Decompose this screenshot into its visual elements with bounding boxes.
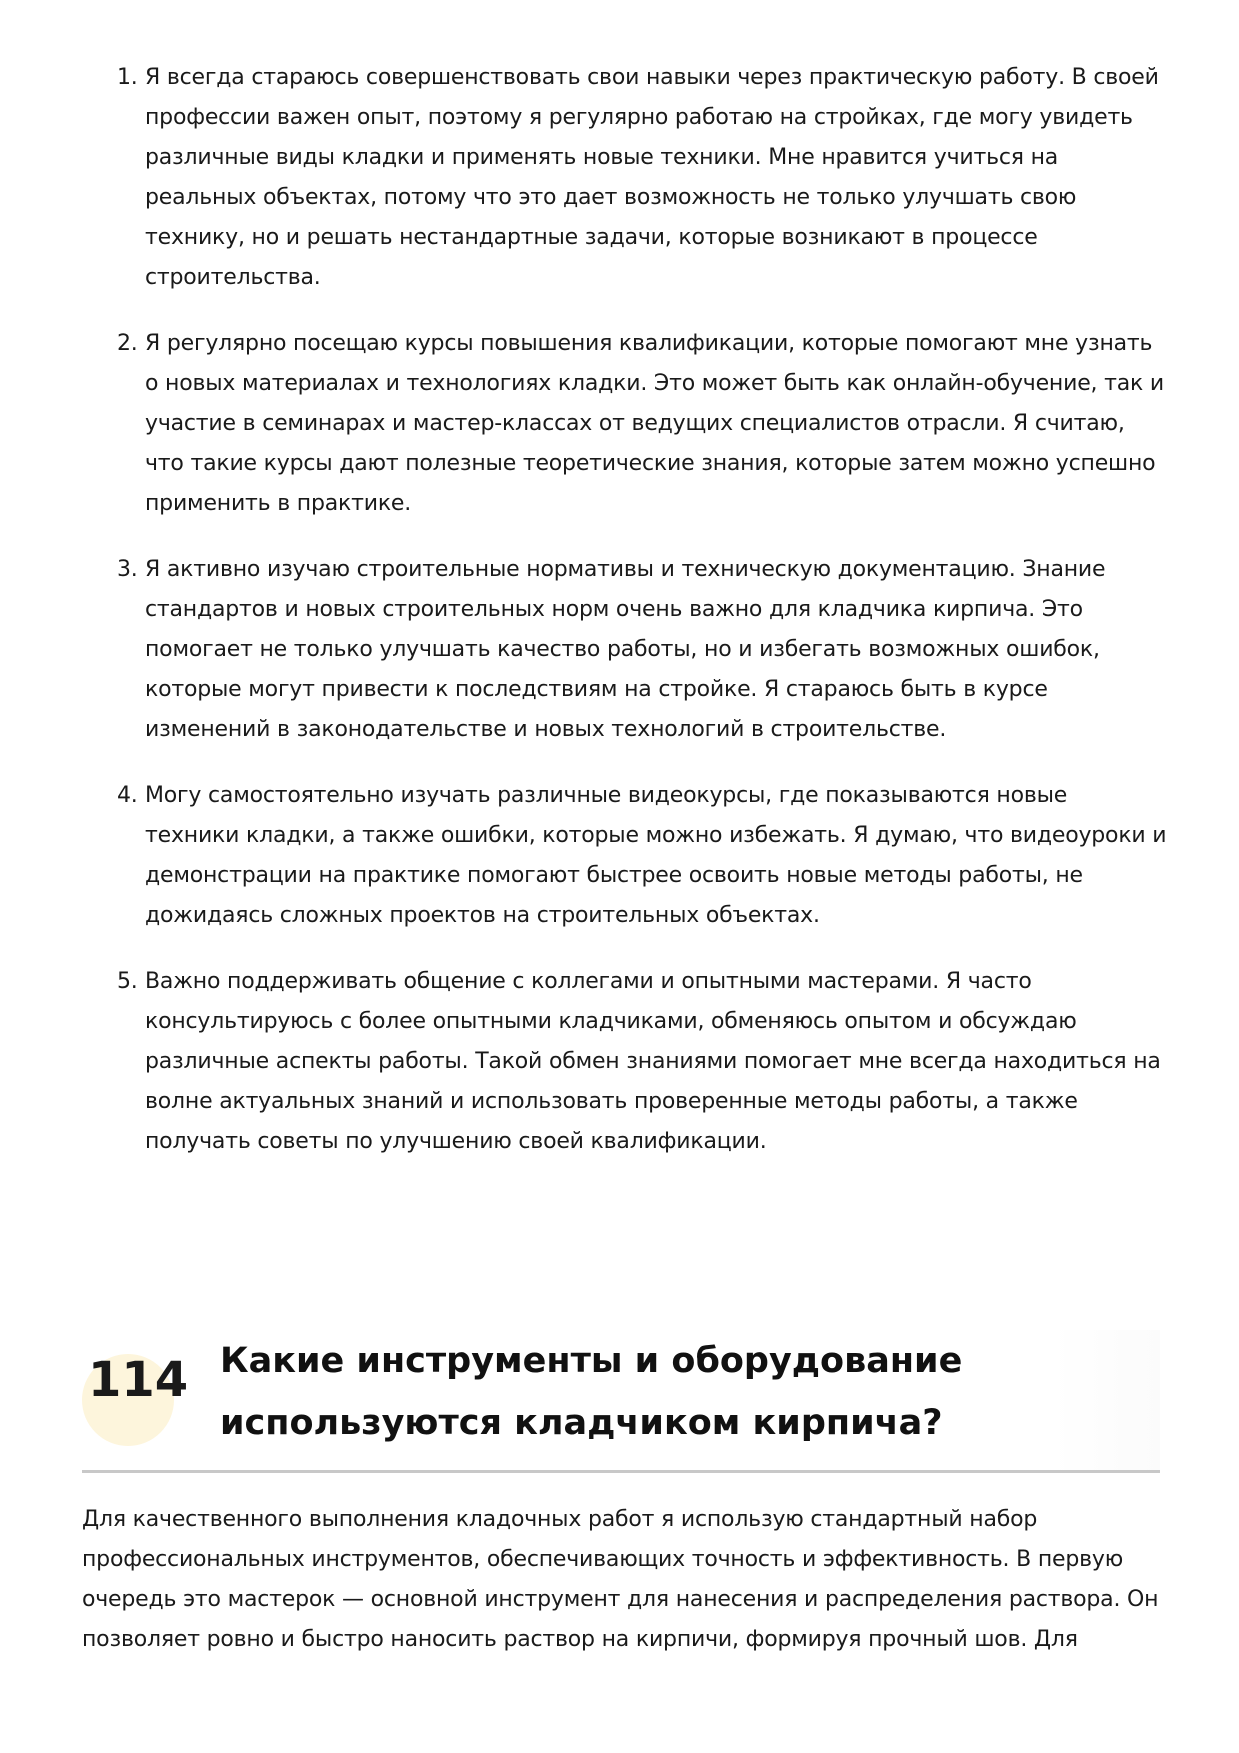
- answer-paragraph: Для качественного выполнения кладочных работ я использую стандартный набор профессиональных инструментов, обеспечивающих точность и эффективность. В первую очередь это мастерок — основной инструмент для нанесения и распределения раствора. Он позволяет ровно и быстро наносить раствор на кирпичи, формируя прочный шов. Для: [82, 1507, 1159, 1652]
- list-item-number: 1.: [117, 65, 138, 90]
- list-item-text: Важно поддерживать общение с коллегами и опытными мастерами. Я часто консультируюсь с более опытными кладчиками, обменяюсь опытом и обсуждаю различные аспекты работы. Такой обмен знаниями помогает мне всегда находиться на волне актуальных знаний и использовать проверенные методы работы, а также получать советы по улучшению своей квалификации.: [145, 969, 1161, 1154]
- list-item-text: Могу самостоятельно изучать различные видеокурсы, где показываются новые техники кладки, а также ошибки, которые можно избежать. Я думаю, что видеоуроки и демонстрации на практике помогают быстрее освоить новые методы работы, не дожидаясь сложных проектов на строительных объектах.: [145, 783, 1167, 928]
- question-header: [82, 1330, 1160, 1473]
- list-item: [117, 550, 1167, 750]
- list-item: [117, 58, 1167, 298]
- list-item: [117, 776, 1167, 936]
- list-item: [117, 962, 1167, 1162]
- list-item-text: Я всегда стараюсь совершенствовать свои навыки через практическую работу. В своей профессии важен опыт, поэтому я регулярно работаю на стройках, где могу увидеть различные виды кладки и применять новые техники. Мне нравится учиться на реальных объектах, потому что это дает возможность не только улучшать свою технику, но и решать нестандартные задачи, которые возникают в процессе строительства.: [145, 65, 1159, 290]
- list-item-text: Я регулярно посещаю курсы повышения квалификации, которые помогают мне узнать о новых материалах и технологиях кладки. Это может быть как онлайн-обучение, так и участие в семинарах и мастер-классах от ведущих специалистов отрасли. Я считаю, что такие курсы дают полезные теоретические знания, которые затем можно успешно применить в практике.: [145, 331, 1164, 516]
- list-item-number: 5.: [117, 969, 138, 994]
- question-number: 114: [88, 1352, 189, 1408]
- list-item-number: 2.: [117, 331, 138, 356]
- question-title: Какие инструменты и оборудование используются кладчиком кирпича?: [220, 1341, 963, 1443]
- list-item: [117, 324, 1167, 524]
- numbered-list: [117, 58, 1167, 1188]
- list-item-number: 4.: [117, 783, 138, 808]
- list-item-number: 3.: [117, 557, 138, 582]
- list-item-text: Я активно изучаю строительные нормативы и техническую документацию. Знание стандартов и новых строительных норм очень важно для кладчика кирпича. Это помогает не только улучшать качество работы, но и избегать возможных ошибок, которые могут привести к последствиям на стройке. Я стараюсь быть в курсе изменений в законодательстве и новых технологий в строительстве.: [145, 557, 1106, 742]
